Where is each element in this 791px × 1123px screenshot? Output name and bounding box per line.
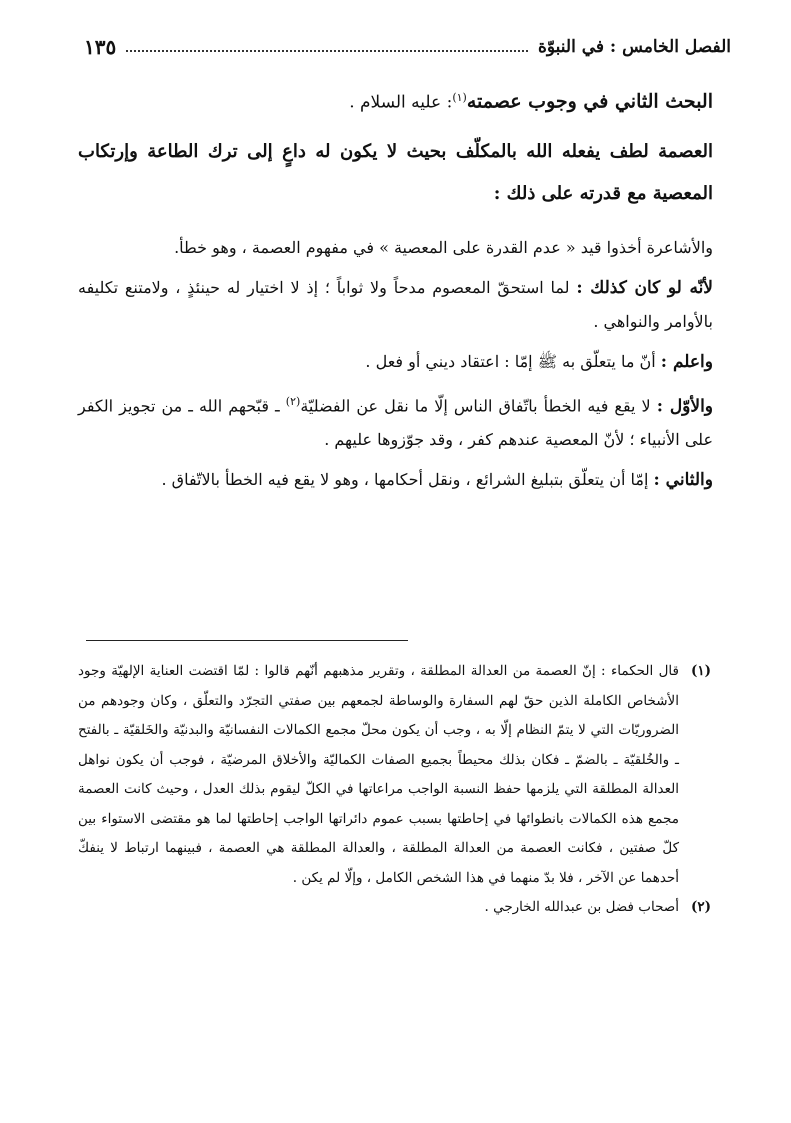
- footnote-ref-2: (٢): [285, 394, 301, 408]
- paragraph: [78, 345, 713, 379]
- section-title-suffix: : عليه السلام .: [349, 92, 453, 113]
- footnote: [78, 657, 711, 893]
- paragraph-lead: لأنّه لو كان كذلك :: [576, 277, 714, 298]
- paragraph-lead: والثاني :: [653, 469, 713, 490]
- paragraph-text: لما استحقّ المعصوم مدحاً ولا ثواباً ؛ إذ لا اختيار له حينئذٍ ، ولامتنع تكليفه بالأوامر والنواهي .: [78, 277, 713, 331]
- paragraph-text-continued: ـ قبّحهم الله ـ من تجويز الكفر على الأنبياء ؛ لأنّ المعصية عندهم كفر ، وقد جوّزوها عليهم .: [78, 395, 713, 449]
- paragraph: [78, 385, 713, 457]
- definition-text: العصمة لطف يفعله الله بالمكلّف بحيث لا يكون له داعٍ إلى ترك الطاعة وإرتكاب المعصية مع قدرته على ذلك :: [78, 140, 713, 204]
- section-heading: [78, 82, 713, 119]
- footnote-text: أصحاب فضل بن عبدالله الخارجي .: [484, 899, 679, 915]
- running-header: [84, 34, 731, 60]
- paragraph-lead: واعلم :: [660, 351, 713, 372]
- footnote-text: قال الحكماء : إنّ العصمة من العدالة المطلقة ، وتقرير مذهبهم أنّهم قالوا : لمّا اقتضت العناية الإلهيّة وجود الأشخاص الكاملة الذين حقّ لهم السفارة والوساطة لجمعهم بين صفتي التجرّد والتعلّق ، وكان وجودهم من الضروريّات التي لا يتمّ النظام إلّا به ، وجب أن يكون محلّ مجمع الكمالات النفسانيّة والبدنيّة والخَلقيّة ـ بالفتح ـ والخُلقيّة ـ بالضمّ ـ فكان بذلك محيطاً بجميع الصفات الكماليّة والأخلاق المرضيّة ، فوجب أن يكون نواهل العدالة المطلقة التي يلزمها حفظ النسبة الواجب مراعاتها في الكلّ ليقوم بذلك العدل ، وحيث كانت العصمة مجمع هذه الكمالات بانطوائها في إحاطتها بسبب عموم دائراتها الواجب إحاطتها لما هو مقتضى الاستواء بين كلّ صفتين ، فكانت العصمة من العدالة المطلقة ، والعدالة المطلقة هي العصمة ، فبينهما ارتباط لا ينفكّ أحدهما عن الآخر ، فلا بدّ منهما في هذا الشخص الكامل ، وإلّا لم يكن .: [78, 663, 679, 886]
- page-number: ١٣٥: [84, 35, 117, 59]
- paragraph-text: إمّا أن يتعلّق بتبليغ الشرائع ، ونقل أحكامها ، وهو لا يقع فيه الخطأ بالاتّفاق .: [161, 469, 654, 489]
- footnote-ref-1: (١): [452, 91, 467, 104]
- footnote-divider: [86, 640, 408, 641]
- paragraph-lead: والأوّل :: [656, 395, 714, 416]
- leader-dots: [126, 50, 528, 52]
- section-title: البحث الثاني في وجوب عصمته: [466, 90, 713, 113]
- paragraph-text: لا يقع فيه الخطأ باتّفاق الناس إلّا ما نقل عن الفضليّة: [300, 395, 657, 415]
- footnotes: [78, 657, 711, 923]
- paragraph: [78, 231, 713, 265]
- footnote: [78, 893, 711, 923]
- footnote-number: (٢): [690, 899, 711, 915]
- paragraph-text: والأشاعرة أخذوا قيد « عدم القدرة على المعصية » في مفهوم العصمة ، وهو خطأ.: [174, 237, 713, 257]
- chapter-title: الفصل الخامس : في النبوّة: [537, 37, 731, 57]
- footnote-number: (١): [690, 663, 711, 679]
- paragraph: [78, 271, 713, 339]
- paragraph-text: أنّ ما يتعلّق به ﷺ إمّا : اعتقاد ديني أو فعل .: [365, 351, 661, 371]
- paragraph: [78, 463, 713, 497]
- main-text: [78, 82, 713, 503]
